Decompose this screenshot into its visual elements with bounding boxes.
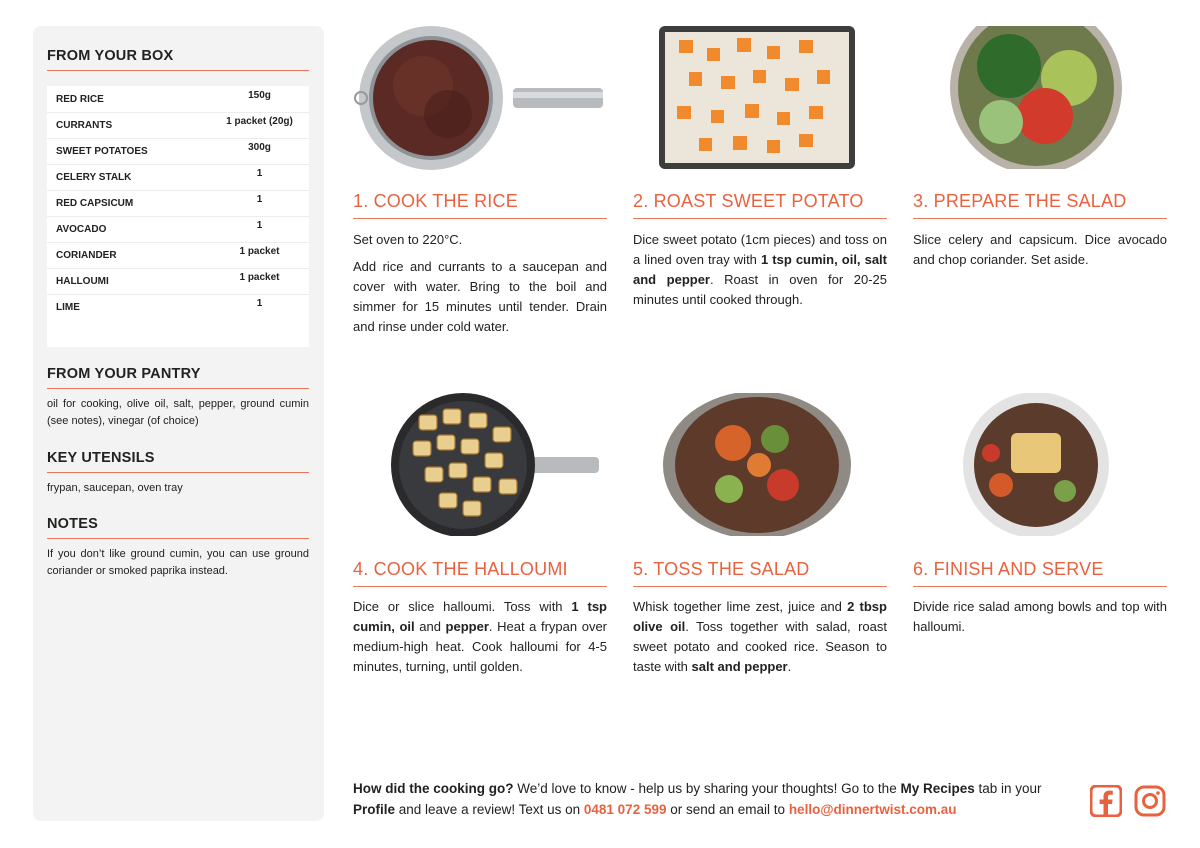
step-text: Divide rice salad among bowls and top with halloumi. (913, 599, 1167, 634)
step-bold-text: salt and pepper (691, 659, 788, 674)
step-text: and (414, 619, 446, 634)
step-6-title: 6. FINISH AND SERVE (913, 559, 1104, 579)
ingredient-name: CORIANDER (56, 250, 117, 261)
step-2-body (633, 230, 887, 317)
step-4-body (353, 597, 607, 684)
table-row (47, 268, 309, 295)
notes-rule (47, 538, 309, 539)
ingredient-qty: 1 (256, 194, 263, 205)
step-paragraph (913, 230, 1167, 270)
step-3-body (913, 230, 1167, 277)
table-row (47, 112, 309, 139)
utensils-text: frypan, saucepan, oven tray (47, 482, 183, 494)
ingredients-table (47, 86, 309, 347)
step-paragraph (353, 597, 607, 677)
feedback-footer (353, 778, 1073, 820)
table-row (47, 164, 309, 191)
step-text: . Roast in oven for 20-25 minutes until cooked through. (633, 272, 887, 307)
step-5-title: 5. TOSS THE SALAD (633, 559, 810, 579)
ingredient-name: HALLOUMI (56, 276, 109, 287)
step-2-photo (659, 26, 855, 169)
contact-link[interactable]: hello@dinnertwist.com.au (788, 802, 957, 817)
table-row (47, 294, 309, 320)
step-5-photo (663, 393, 851, 536)
footer-text: We’d love to know - help us by sharing your thoughts! Go to the (513, 781, 901, 796)
box-title: FROM YOUR BOX (47, 48, 174, 64)
step-text: Dice or slice halloumi. Toss with (353, 599, 572, 614)
table-row (47, 190, 309, 217)
step-paragraph (633, 230, 887, 310)
step-1-photo (353, 26, 607, 170)
instagram-icon[interactable] (1134, 785, 1166, 817)
step-text: Set oven to 220°C. (353, 232, 463, 247)
footer-text: and leave a review! Text us on (395, 802, 584, 817)
facebook-icon[interactable] (1090, 785, 1122, 817)
step-bold-text: 2 tbsp olive oil (633, 599, 887, 634)
ingredient-name: CELERY STALK (56, 172, 132, 183)
notes-text: If you don’t like ground cumin, you can use ground coriander or smoked paprika instead. (47, 548, 309, 577)
step-1-body (353, 230, 607, 344)
footer-bold-text: My Recipes (900, 781, 975, 796)
step-text: Add rice and currants to a saucepan and cover with water. Bring to the boil and simmer for 15 minutes until tender. Drain and rinse under cold water. (353, 259, 607, 334)
ingredient-qty: 1 (256, 220, 263, 231)
ingredient-qty: 300g (248, 142, 271, 153)
ingredient-qty: 1 packet (239, 246, 280, 257)
footer-bold-text: Profile (353, 802, 396, 817)
step-1-rule (353, 218, 607, 219)
utensils-rule (47, 472, 309, 473)
ingredient-name: RED RICE (56, 94, 104, 105)
ingredient-qty: 150g (248, 90, 271, 101)
ingredient-qty: 1 (256, 298, 263, 309)
sidebar (33, 26, 324, 821)
step-text: Slice celery and capsicum. Dice avocado and chop coriander. Set aside. (913, 232, 1167, 267)
ingredient-qty: 1 packet (239, 272, 280, 283)
box-title-rule (47, 70, 309, 71)
ingredient-name: LIME (56, 302, 80, 313)
step-paragraph (633, 597, 887, 677)
table-row (47, 138, 309, 165)
step-1-title: 1. COOK THE RICE (353, 191, 518, 211)
step-3-photo (949, 26, 1123, 169)
step-3-rule (913, 218, 1167, 219)
step-2-title: 2. ROAST SWEET POTATO (633, 191, 864, 211)
ingredient-name: SWEET POTATOES (56, 146, 148, 157)
step-2-rule (633, 218, 887, 219)
step-paragraph (353, 257, 607, 337)
ingredient-name: RED CAPSICUM (56, 198, 134, 209)
pantry-rule (47, 388, 309, 389)
step-text: . Toss together with salad, roast sweet potato and cooked rice. Season to taste with (633, 619, 888, 674)
ingredient-qty: 1 packet (20g) (226, 116, 293, 127)
notes-title: NOTES (47, 516, 98, 532)
table-row (47, 86, 309, 113)
table-row (47, 216, 309, 243)
step-3-title: 3. PREPARE THE SALAD (913, 191, 1127, 211)
step-5-body (633, 597, 887, 684)
step-6-rule (913, 586, 1167, 587)
step-4-title: 4. COOK THE HALLOUMI (353, 559, 568, 579)
step-5-rule (633, 586, 887, 587)
step-paragraph (353, 230, 607, 250)
step-paragraph (913, 597, 1167, 637)
ingredient-qty: 1 (256, 168, 263, 179)
pantry-text: oil for cooking, olive oil, salt, pepper, ground cumin (see notes), vinegar (of choice) (47, 398, 309, 427)
utensils-title: KEY UTENSILS (47, 450, 155, 466)
table-row (47, 242, 309, 269)
step-4-photo (391, 393, 601, 536)
step-text: Dice sweet potato (1cm pieces) and toss on a lined oven tray with (633, 232, 887, 267)
step-text: . Heat a frypan over medium-high heat. Cook halloumi for 4-5 minutes, turning, until golden. (353, 619, 607, 674)
step-6-body (913, 597, 1167, 644)
footer-text: tab in your (974, 781, 1042, 796)
step-text: Whisk together lime zest, juice and (633, 599, 848, 614)
pantry-title: FROM YOUR PANTRY (47, 366, 201, 382)
step-text: . (787, 659, 792, 674)
footer-text: or send an email to (666, 802, 789, 817)
contact-link[interactable]: 0481 072 599 (583, 802, 667, 817)
step-bold-text: pepper (445, 619, 489, 634)
step-4-rule (353, 586, 607, 587)
step-bold-text: 1 tsp cumin, oil (353, 599, 608, 634)
step-6-photo (961, 393, 1111, 536)
ingredient-name: AVOCADO (56, 224, 107, 235)
footer-bold-text: How did the cooking go? (353, 781, 514, 796)
step-bold-text: 1 tsp cumin, oil, salt and pepper (633, 252, 888, 287)
ingredient-name: CURRANTS (56, 120, 113, 131)
